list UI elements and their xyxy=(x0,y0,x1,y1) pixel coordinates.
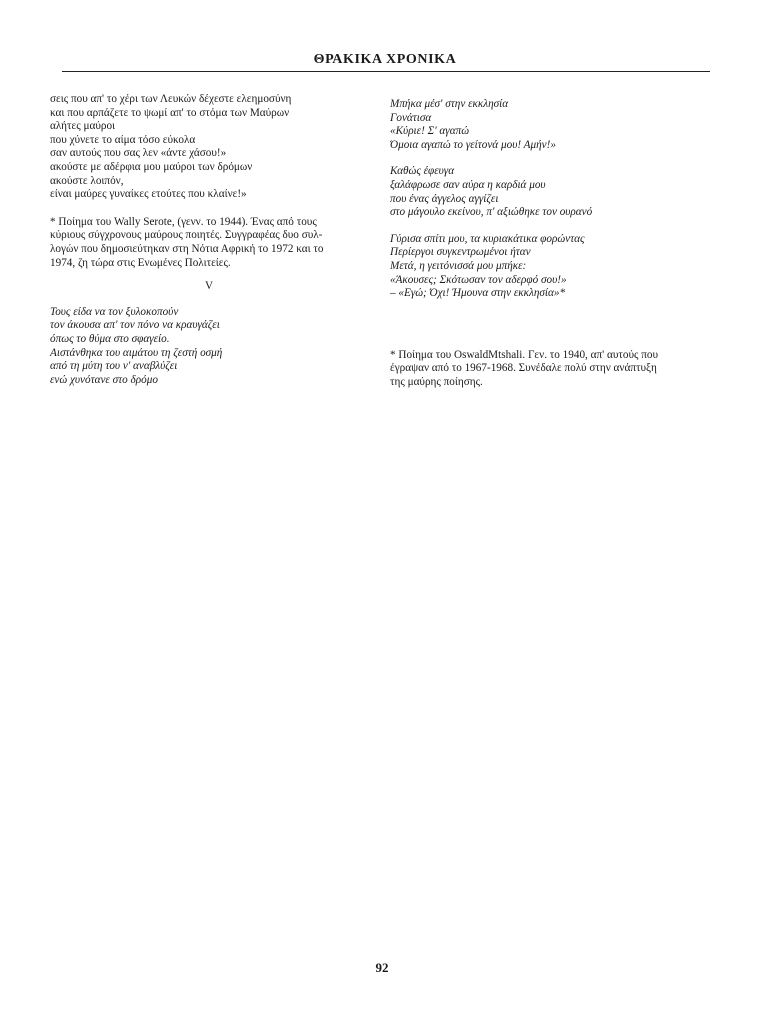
footnote-line: * Ποίημα του OswaldMtshali. Γεν. το 1940, απ' αυτούς που xyxy=(390,348,658,361)
poem-line: στο μάγουλο εκείνου, π' αξιώθηκε τον ουρανό xyxy=(390,206,593,219)
poem-line: Γύρισα σπίτι μου, τα κυριακάτικα φορώντας xyxy=(390,232,585,245)
poem-line: είναι μαύρες γυναίκες ετούτες που κλαίνε!» xyxy=(50,188,247,201)
footnote-line: 1974, ζη τώρα στις Ενωμένες Πολιτείες. xyxy=(50,256,231,269)
footnote-line: * Ποίημα του Wally Serote, (γενν. το 1944). Ένας από τους xyxy=(50,215,317,228)
section-numeral: V xyxy=(204,280,214,293)
header-rule xyxy=(62,71,710,72)
poem-line: Αιστάνθηκα του αιμάτου τη ζεστή οσμή xyxy=(50,346,223,359)
poem-line: Γονάτισα xyxy=(390,111,432,124)
poem-line: «Άκουσες; Σκότωσαν τον αδερφό σου!» xyxy=(390,273,567,286)
poem-line: και που αρπάζετε το ψωμί απ' το στόμα των Μαύρων xyxy=(50,106,290,119)
poem-line: σεις που απ' το χέρι των Λευκών δέχεστε ελεημοσύνη xyxy=(50,93,292,105)
poem-line: από τη μύτη του ν' αναβλύζει xyxy=(50,360,178,373)
poem-line: που χύνετε το αίμα τόσο εύκολα xyxy=(50,133,196,146)
poem-line: – «Εγώ; Όχι! Ήμουνα στην εκκλησία»* xyxy=(390,287,566,300)
right-column xyxy=(390,98,712,390)
poem-line: τον άκουσα απ' τον πόνο να κραυγάζει xyxy=(50,319,220,332)
poem-line: ακούστε με αδέρφια μου μαύροι των δρόμων xyxy=(50,160,253,173)
poem-line: Περίεργοι συγκεντρωμένοι ήταν xyxy=(390,246,531,259)
poem-section-v xyxy=(50,306,368,388)
stanza-church xyxy=(390,98,712,152)
footnote-line: έγραψαν από το 1967-1968. Συνέδαλε πολύ στην ανάπτυξη xyxy=(390,362,657,375)
poem-line: ακούστε λοιπόν, xyxy=(50,174,124,187)
journal-title: ΘΡΑΚΙΚΑ ΧΡΟΝΙΚΑ xyxy=(313,52,457,67)
footnote-mtshali xyxy=(390,349,712,390)
poem-line: Όμοια αγαπώ το γείτονά μου! Αμήν!» xyxy=(390,138,556,151)
footnote-serote xyxy=(50,216,368,270)
poem-line: όπως το θύμα στο σφαγείο. xyxy=(50,332,170,345)
poem-line: Μπήκα μέσ' στην εκκλησία xyxy=(390,98,509,110)
stanza-home xyxy=(390,233,712,301)
footnote-line: της μαύρης ποίησης. xyxy=(390,375,483,388)
poem-line: αλήτες μαύροι xyxy=(50,120,116,133)
poem-line: σαν αυτούς που σας λεν «άντε χάσου!» xyxy=(50,147,227,160)
stanza-leaving xyxy=(390,165,712,219)
footnote-line: κύριους σύγχρονους μαύρους ποιητές. Συγγραφέας δυο συλ- xyxy=(50,229,323,242)
poem-line: Μετά, η γειτόνισσά μου μπήκε: xyxy=(390,259,527,272)
footnote-line: λογών που δημοσιεύτηκαν στη Νότια Αφρική το 1972 και το xyxy=(50,242,324,255)
left-column xyxy=(50,93,368,387)
poem-line: Τους είδα να τον ξυλοκοπούν xyxy=(50,305,179,318)
poem-line: ξαλάφρωσε σαν αύρα η καρδιά μου xyxy=(390,178,546,191)
poem-line: Καθώς έφευγα xyxy=(390,165,455,178)
poem-line: «Κύριε! Σ' αγαπώ xyxy=(390,125,470,138)
page-number: 92 xyxy=(375,960,389,975)
poem-line: ενώ χυνότανε στο δρόμο xyxy=(50,373,158,386)
poem-line: που ένας άγγελος αγγίζει xyxy=(390,192,499,205)
poem-continuation xyxy=(50,93,368,202)
